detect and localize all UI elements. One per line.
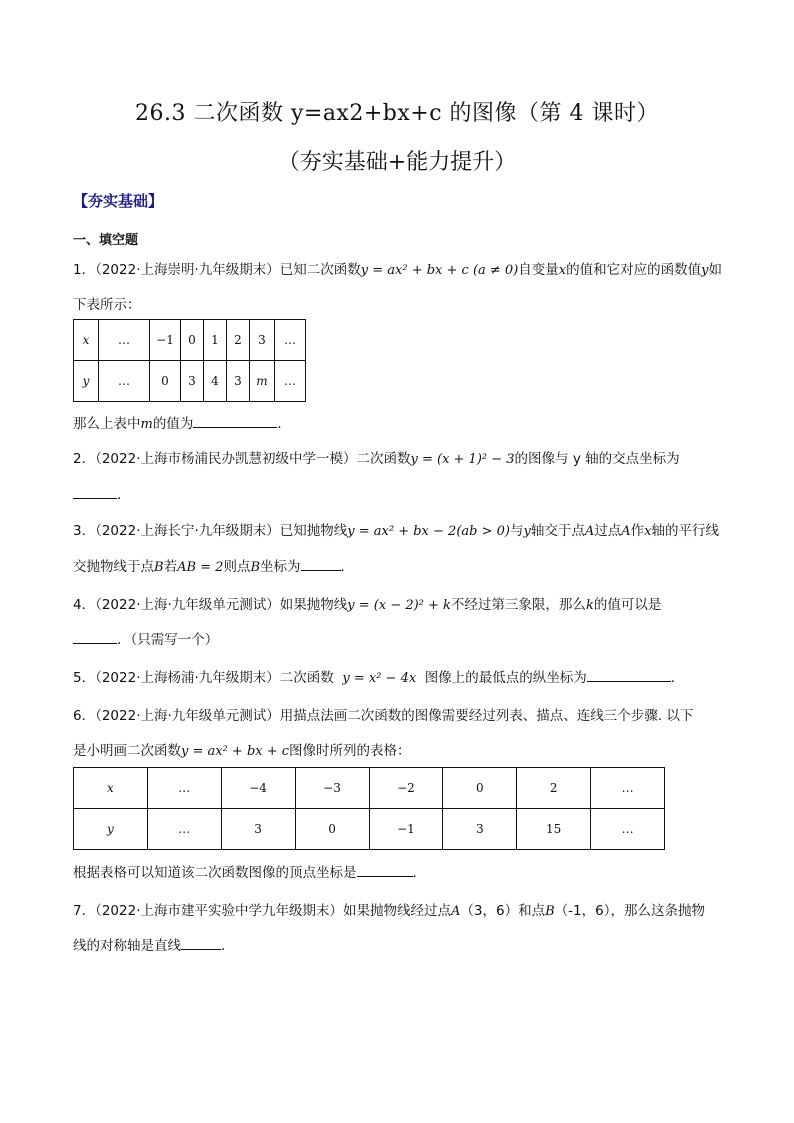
table-cell: 2: [517, 768, 591, 809]
q3-line1: 3．（2022·上海长宁·九年级期末）已知抛物线y = ax² + bx − 2(ab > 0)与y轴交于点A过点A作x轴的平行线: [73, 523, 719, 539]
table-cell: x: [74, 320, 99, 361]
table-cell: …: [147, 809, 221, 850]
table-cell: 3: [227, 361, 250, 402]
section-tag: 【夯实基础】: [73, 192, 164, 210]
answer-blank[interactable]: [73, 486, 117, 499]
table-cell: …: [591, 809, 665, 850]
table-cell: −3: [295, 768, 369, 809]
table-cell: 0: [443, 768, 517, 809]
table-cell: 1: [204, 320, 227, 361]
table-cell: 0: [295, 809, 369, 850]
q6-line1: 6．（2022·上海·九年级单元测试）用描点法画二次函数的图像需要经过列表、描点、连线三个步骤. 以下: [73, 708, 694, 724]
table-cell: 3: [221, 809, 295, 850]
q2-line1: 2．（2022·上海市杨浦民办凯慧初级中学一模）二次函数y = (x + 1)² − 3的图像与 y 轴的交点坐标为: [73, 451, 680, 467]
table-cell: …: [99, 320, 150, 361]
q1-line2: 下表所示：: [73, 297, 141, 313]
table-cell: −1: [369, 809, 443, 850]
table-row: [74, 320, 306, 361]
q6-table: [73, 767, 665, 850]
table-cell: …: [275, 361, 306, 402]
table-cell: y: [74, 809, 148, 850]
table-cell: 3: [181, 361, 204, 402]
table-row: [74, 361, 306, 402]
answer-blank[interactable]: [181, 937, 221, 950]
answer-blank[interactable]: [73, 631, 117, 644]
page-subtitle: （夯实基础+能力提升）: [277, 150, 517, 175]
table-cell: 15: [517, 809, 591, 850]
q2-line2: ．: [73, 483, 131, 503]
q6-answer-line: 根据表格可以知道该二次函数图像的顶点坐标是 ．: [73, 865, 426, 881]
table-row: [74, 768, 665, 809]
q5-line1: 5．（2022·上海杨浦·九年级期末）二次函数 y = x² − 4x 图像上的最低点的纵坐标为 ．: [73, 670, 685, 686]
q4-line2: ．（只需写一个）: [73, 628, 218, 648]
table-cell: 0: [181, 320, 204, 361]
table-cell: …: [591, 768, 665, 809]
table-cell: −2: [369, 768, 443, 809]
answer-blank[interactable]: [301, 558, 341, 571]
q7-line2: 线的对称轴是直线 ．: [73, 938, 235, 954]
table-cell: y: [74, 361, 99, 402]
table-cell: …: [275, 320, 306, 361]
q1-line1: 1．（2022·上海崇明·九年级期末）已知二次函数y = ax² + bx + c (a ≠ 0)自变量x的值和它对应的函数值y如: [73, 262, 722, 278]
table-cell: …: [147, 768, 221, 809]
q3-line2: 交抛物线于点B若AB = 2则点B坐标为 ．: [73, 559, 354, 575]
table-cell: m: [250, 361, 275, 402]
q1-table: [73, 319, 306, 402]
table-cell: 4: [204, 361, 227, 402]
table-cell: −1: [150, 320, 181, 361]
answer-blank[interactable]: [587, 669, 671, 682]
q1-answer-line: 那么上表中m的值为 ．: [73, 416, 291, 432]
table-cell: 0: [150, 361, 181, 402]
table-cell: …: [99, 361, 150, 402]
table-cell: −4: [221, 768, 295, 809]
table-cell: 3: [443, 809, 517, 850]
page-title: 26.3 二次函数 y=ax2+bx+c 的图像（第 4 课时）: [134, 101, 659, 126]
q6-line2: 是小明画二次函数y = ax² + bx + c图像时所列的表格：: [73, 743, 411, 759]
answer-blank[interactable]: [357, 864, 413, 877]
answer-blank[interactable]: [193, 415, 277, 428]
table-cell: 3: [250, 320, 275, 361]
table-row: [74, 809, 665, 850]
q4-line1: 4．（2022·上海·九年级单元测试）如果抛物线y = (x − 2)² + k不经过第三象限，那么k的值可以是: [73, 597, 662, 613]
section-heading: 一、填空题: [73, 233, 139, 248]
table-cell: x: [74, 768, 148, 809]
q7-line1: 7．（2022·上海市建平实验中学九年级期末）如果抛物线经过点A（3，6）和点B（-1，6），那么这条抛物: [73, 903, 705, 919]
table-cell: 2: [227, 320, 250, 361]
